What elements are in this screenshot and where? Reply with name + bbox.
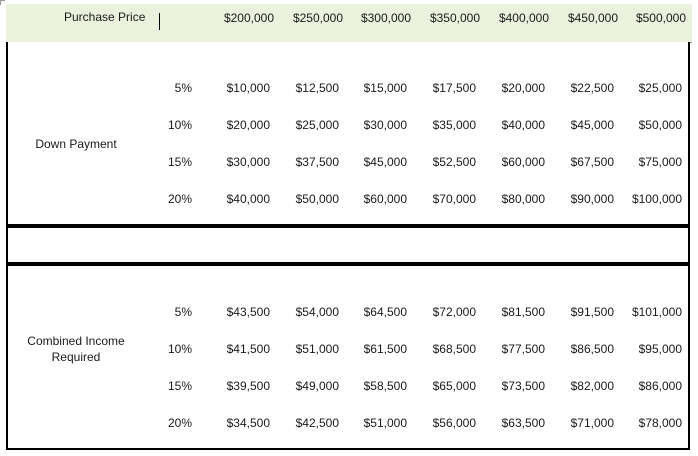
income-value-cell[interactable]: $58,500 <box>363 379 407 393</box>
down-payment-value-cell[interactable]: $60,000 <box>363 192 407 206</box>
income-value-cell[interactable]: $64,500 <box>363 305 407 319</box>
down-payment-value-cell[interactable]: $100,000 <box>631 192 682 206</box>
down-payment-percent-cell[interactable]: 5% <box>174 81 192 95</box>
down-payment-value-cell[interactable]: $25,000 <box>638 81 682 95</box>
text-cursor <box>159 13 160 30</box>
down-payment-value-cell[interactable]: $17,500 <box>432 81 476 95</box>
income-percent-cell[interactable]: 5% <box>174 305 192 319</box>
down-payment-value-cell[interactable]: $12,500 <box>295 81 339 95</box>
income-value-cell[interactable]: $43,500 <box>226 305 270 319</box>
purchase-price-cell[interactable]: $250,000 <box>292 11 343 25</box>
down-payment-value-cell[interactable]: $45,000 <box>363 155 407 169</box>
purchase-price-cell[interactable]: $200,000 <box>223 11 274 25</box>
down-payment-value-cell[interactable]: $30,000 <box>363 118 407 132</box>
down-payment-value-cell[interactable]: $37,500 <box>295 155 339 169</box>
down-payment-percent-cell[interactable]: 10% <box>167 118 192 132</box>
down-payment-value-cell[interactable]: $40,000 <box>501 118 545 132</box>
down-payment-value-cell[interactable]: $67,500 <box>570 155 614 169</box>
down-payment-value-cell[interactable]: $80,000 <box>501 192 545 206</box>
income-value-cell[interactable]: $82,000 <box>570 379 614 393</box>
down-payment-value-cell[interactable]: $60,000 <box>501 155 545 169</box>
income-value-cell[interactable]: $54,000 <box>295 305 339 319</box>
income-value-cell[interactable]: $65,000 <box>432 379 476 393</box>
down-payment-value-cell[interactable]: $45,000 <box>570 118 614 132</box>
income-value-cell[interactable]: $73,500 <box>501 379 545 393</box>
down-payment-value-cell[interactable]: $25,000 <box>295 118 339 132</box>
income-value-cell[interactable]: $86,000 <box>638 379 682 393</box>
income-value-cell[interactable]: $72,000 <box>432 305 476 319</box>
income-value-cell[interactable]: $78,000 <box>638 416 682 430</box>
down-payment-value-cell[interactable]: $15,000 <box>363 81 407 95</box>
income-value-cell[interactable]: $95,000 <box>638 342 682 356</box>
income-value-cell[interactable]: $101,000 <box>631 305 682 319</box>
purchase-price-cell[interactable]: $300,000 <box>360 11 411 25</box>
income-percent-cell[interactable]: 20% <box>167 416 192 430</box>
down-payment-value-cell[interactable]: $75,000 <box>638 155 682 169</box>
income-value-cell[interactable]: $56,000 <box>432 416 476 430</box>
purchase-price-cell[interactable]: $350,000 <box>429 11 480 25</box>
down-payment-value-cell[interactable]: $52,500 <box>432 155 476 169</box>
income-value-cell[interactable]: $86,500 <box>570 342 614 356</box>
income-percent-cell[interactable]: 15% <box>167 379 192 393</box>
down-payment-value-cell[interactable]: $90,000 <box>570 192 614 206</box>
income-value-cell[interactable]: $81,500 <box>501 305 545 319</box>
combined-income-label-line1: Combined Income <box>27 334 125 348</box>
income-value-cell[interactable]: $61,500 <box>363 342 407 356</box>
income-percent-cell[interactable]: 10% <box>167 342 192 356</box>
sheet-corner-marker <box>0 0 5 5</box>
combined-income-label[interactable] <box>14 333 138 365</box>
income-value-cell[interactable]: $91,500 <box>570 305 614 319</box>
down-payment-value-cell[interactable]: $70,000 <box>432 192 476 206</box>
down-payment-value-cell[interactable]: $50,000 <box>295 192 339 206</box>
down-payment-value-cell[interactable]: $50,000 <box>638 118 682 132</box>
down-payment-value-cell[interactable]: $30,000 <box>226 155 270 169</box>
income-value-cell[interactable]: $77,500 <box>501 342 545 356</box>
down-payment-value-cell[interactable]: $40,000 <box>226 192 270 206</box>
down-payment-value-cell[interactable]: $22,500 <box>570 81 614 95</box>
purchase-price-cell[interactable]: $500,000 <box>635 11 686 25</box>
income-value-cell[interactable]: $68,500 <box>432 342 476 356</box>
purchase-price-label[interactable]: Purchase Price <box>64 10 146 24</box>
down-payment-value-cell[interactable]: $10,000 <box>226 81 270 95</box>
combined-income-label-line2: Required <box>51 350 101 364</box>
purchase-price-cell[interactable]: $400,000 <box>498 11 549 25</box>
income-value-cell[interactable]: $51,000 <box>363 416 407 430</box>
income-value-cell[interactable]: $42,500 <box>295 416 339 430</box>
purchase-price-cell[interactable]: $450,000 <box>567 11 618 25</box>
down-payment-value-cell[interactable]: $20,000 <box>226 118 270 132</box>
income-value-cell[interactable]: $71,000 <box>570 416 614 430</box>
income-value-cell[interactable]: $39,500 <box>226 379 270 393</box>
income-value-cell[interactable]: $49,000 <box>295 379 339 393</box>
down-payment-value-cell[interactable]: $35,000 <box>432 118 476 132</box>
spacer-row[interactable] <box>6 226 690 264</box>
income-value-cell[interactable]: $41,500 <box>226 342 270 356</box>
down-payment-label[interactable]: Down Payment <box>35 137 117 151</box>
income-value-cell[interactable]: $51,000 <box>295 342 339 356</box>
down-payment-percent-cell[interactable]: 15% <box>167 155 192 169</box>
down-payment-percent-cell[interactable]: 20% <box>167 192 192 206</box>
income-value-cell[interactable]: $63,500 <box>501 416 545 430</box>
income-value-cell[interactable]: $34,500 <box>226 416 270 430</box>
down-payment-value-cell[interactable]: $20,000 <box>501 81 545 95</box>
